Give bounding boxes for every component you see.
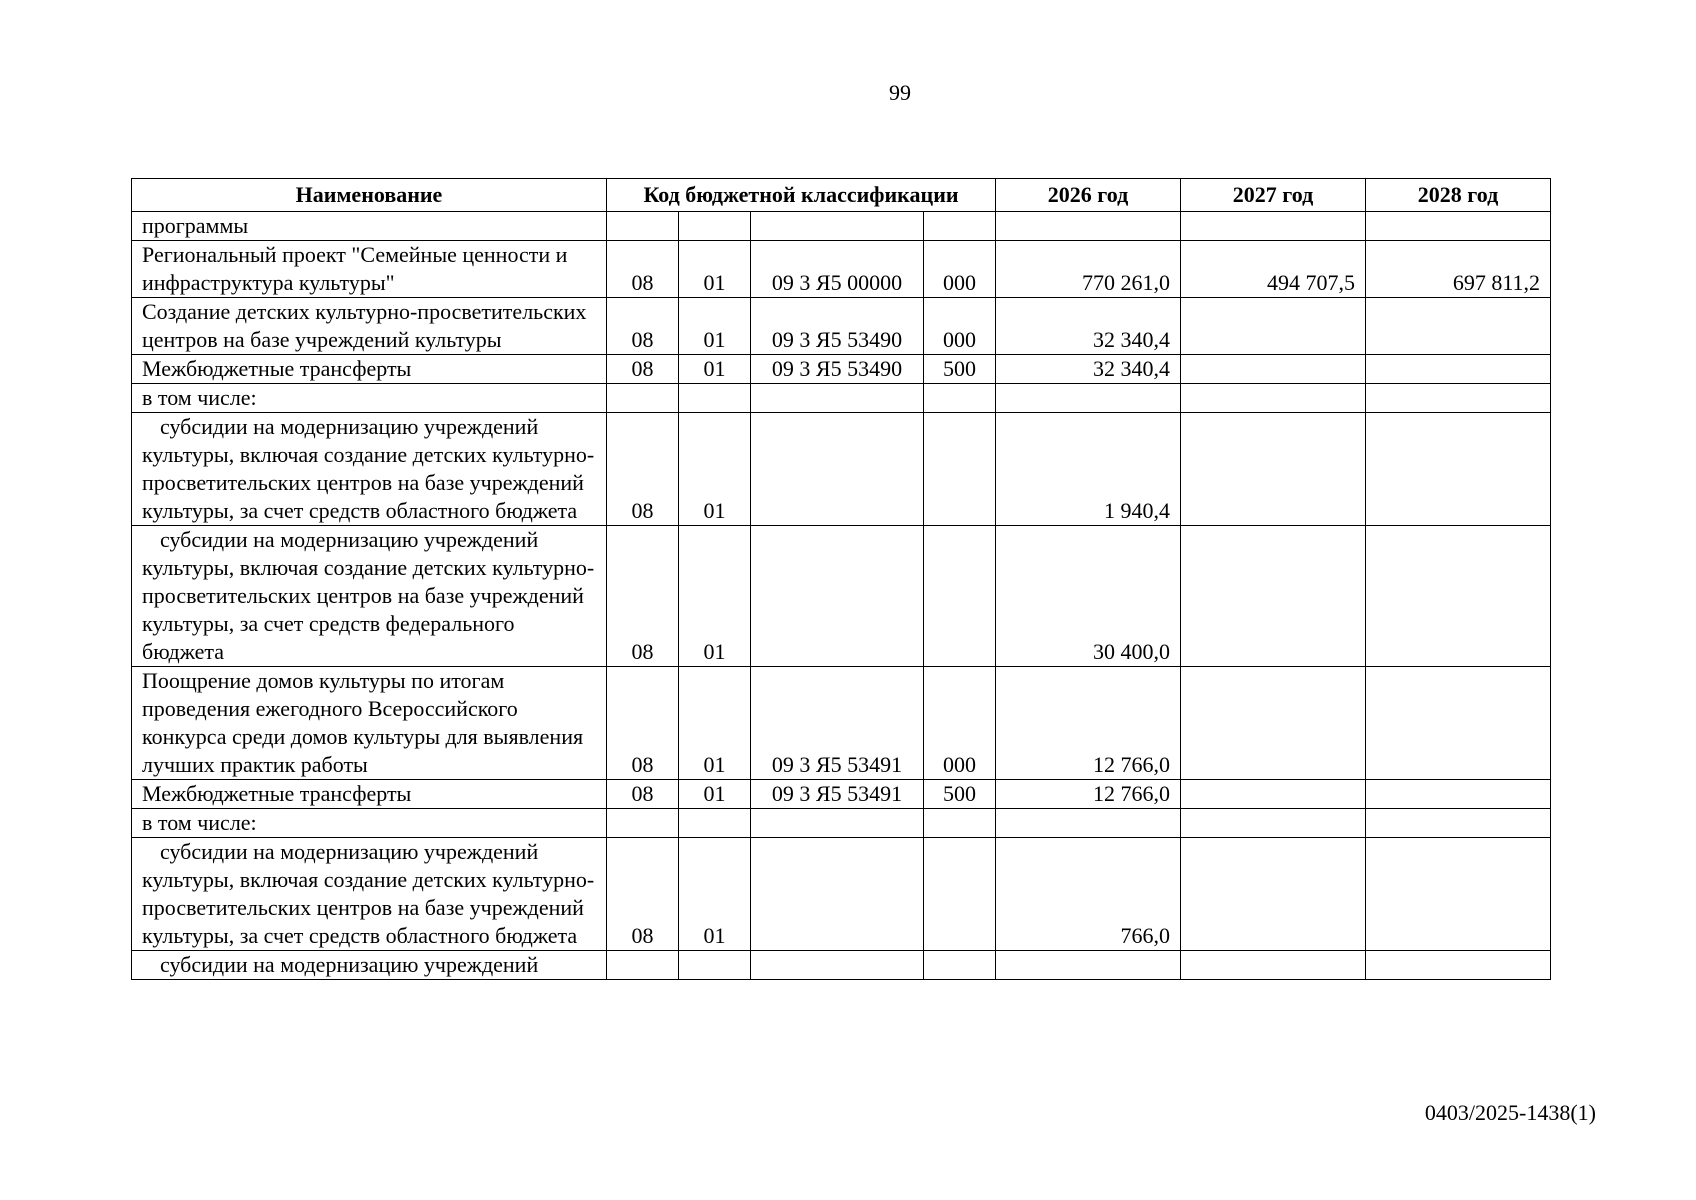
header-2026: 2026 год [996,179,1181,212]
cell-name: Создание детских культурно-просветительских центров на базе учреждений культуры [132,298,607,355]
table-row [132,413,1551,526]
cell-2027 [1181,298,1366,355]
cell-name: Региональный проект "Семейные ценности и инфраструктура культуры" [132,241,607,298]
cell-section [607,384,679,413]
cell-expense-type [924,413,996,526]
cell-2026: 32 340,4 [996,298,1181,355]
cell-expense-type [924,212,996,241]
table-row [132,838,1551,951]
cell-2026: 32 340,4 [996,355,1181,384]
table-row [132,667,1551,780]
cell-2028 [1366,951,1551,980]
cell-name: субсидии на модернизацию учреждений культуры, включая создание детских культурно-просветительских центров на базе учреждений культуры, за счет средств областного бюджета [132,413,607,526]
cell-2028 [1366,212,1551,241]
table-header-row [132,179,1551,212]
cell-expense-type [924,526,996,667]
cell-2026 [996,809,1181,838]
cell-expense-type: 500 [924,355,996,384]
table-body [132,212,1551,980]
cell-subsection [679,384,751,413]
cell-subsection: 01 [679,413,751,526]
cell-target-item [751,809,924,838]
cell-expense-type [924,384,996,413]
cell-subsection [679,809,751,838]
cell-expense-type: 500 [924,780,996,809]
cell-subsection: 01 [679,838,751,951]
cell-2027 [1181,413,1366,526]
cell-2028 [1366,298,1551,355]
cell-2027 [1181,809,1366,838]
cell-2027 [1181,838,1366,951]
header-2028: 2028 год [1366,179,1551,212]
header-name: Наименование [132,179,607,212]
cell-subsection: 01 [679,667,751,780]
cell-subsection: 01 [679,526,751,667]
cell-section: 08 [607,780,679,809]
cell-expense-type [924,838,996,951]
table-row [132,526,1551,667]
table-row [132,355,1551,384]
cell-target-item: 09 3 Я5 53491 [751,780,924,809]
cell-section [607,809,679,838]
cell-expense-type: 000 [924,298,996,355]
cell-2026 [996,384,1181,413]
cell-subsection [679,951,751,980]
table-row [132,241,1551,298]
cell-2027 [1181,355,1366,384]
cell-expense-type [924,951,996,980]
cell-2026: 1 940,4 [996,413,1181,526]
cell-target-item [751,951,924,980]
cell-2027 [1181,667,1366,780]
cell-target-item [751,384,924,413]
cell-target-item [751,526,924,667]
cell-2026 [996,212,1181,241]
cell-2027 [1181,780,1366,809]
cell-2028 [1366,780,1551,809]
cell-subsection: 01 [679,780,751,809]
table-row [132,298,1551,355]
cell-2026: 12 766,0 [996,780,1181,809]
cell-section: 08 [607,667,679,780]
cell-2026: 12 766,0 [996,667,1181,780]
table-row [132,809,1551,838]
cell-subsection [679,212,751,241]
cell-subsection: 01 [679,298,751,355]
cell-section [607,212,679,241]
cell-target-item: 09 3 Я5 53490 [751,355,924,384]
cell-2026 [996,951,1181,980]
page-number: 99 [889,80,911,105]
cell-2028 [1366,413,1551,526]
cell-2028 [1366,355,1551,384]
cell-expense-type [924,809,996,838]
header-2027: 2027 год [1181,179,1366,212]
cell-2028: 697 811,2 [1366,241,1551,298]
document-code: 0403/2025-1438(1) [1424,1100,1596,1125]
cell-section: 08 [607,413,679,526]
cell-subsection: 01 [679,355,751,384]
budget-table [131,178,1551,980]
cell-2027 [1181,212,1366,241]
cell-section: 08 [607,241,679,298]
cell-target-item: 09 3 Я5 53491 [751,667,924,780]
cell-name: программы [132,212,607,241]
cell-2027 [1181,951,1366,980]
table-row [132,212,1551,241]
cell-2026: 766,0 [996,838,1181,951]
cell-section: 08 [607,355,679,384]
cell-2028 [1366,384,1551,413]
cell-section: 08 [607,298,679,355]
table-row [132,384,1551,413]
cell-2026: 30 400,0 [996,526,1181,667]
cell-2027 [1181,384,1366,413]
cell-name: Межбюджетные трансферты [132,780,607,809]
cell-name: Поощрение домов культуры по итогам проведения ежегодного Всероссийского конкурса среди домов культуры для выявления лучших практик работы [132,667,607,780]
table-row [132,951,1551,980]
cell-target-item: 09 3 Я5 00000 [751,241,924,298]
table-row [132,780,1551,809]
cell-name: субсидии на модернизацию учреждений культуры, включая создание детских культурно-просветительских центров на базе учреждений культуры, за счет средств федерального бюджета [132,526,607,667]
cell-target-item [751,212,924,241]
cell-2027 [1181,526,1366,667]
cell-section [607,951,679,980]
cell-section: 08 [607,526,679,667]
header-code: Код бюджетной классификации [607,179,996,212]
cell-name: Межбюджетные трансферты [132,355,607,384]
cell-2028 [1366,838,1551,951]
cell-target-item [751,413,924,526]
cell-name: в том числе: [132,809,607,838]
cell-2028 [1366,667,1551,780]
cell-name: в том числе: [132,384,607,413]
cell-2028 [1366,809,1551,838]
cell-name: субсидии на модернизацию учреждений культуры, включая создание детских культурно-просветительских центров на базе учреждений культуры, за счет средств областного бюджета [132,838,607,951]
cell-expense-type: 000 [924,667,996,780]
cell-target-item [751,838,924,951]
cell-expense-type: 000 [924,241,996,298]
cell-target-item: 09 3 Я5 53490 [751,298,924,355]
cell-section: 08 [607,838,679,951]
cell-2028 [1366,526,1551,667]
cell-subsection: 01 [679,241,751,298]
cell-2027: 494 707,5 [1181,241,1366,298]
cell-name: субсидии на модернизацию учреждений [132,951,607,980]
cell-2026: 770 261,0 [996,241,1181,298]
